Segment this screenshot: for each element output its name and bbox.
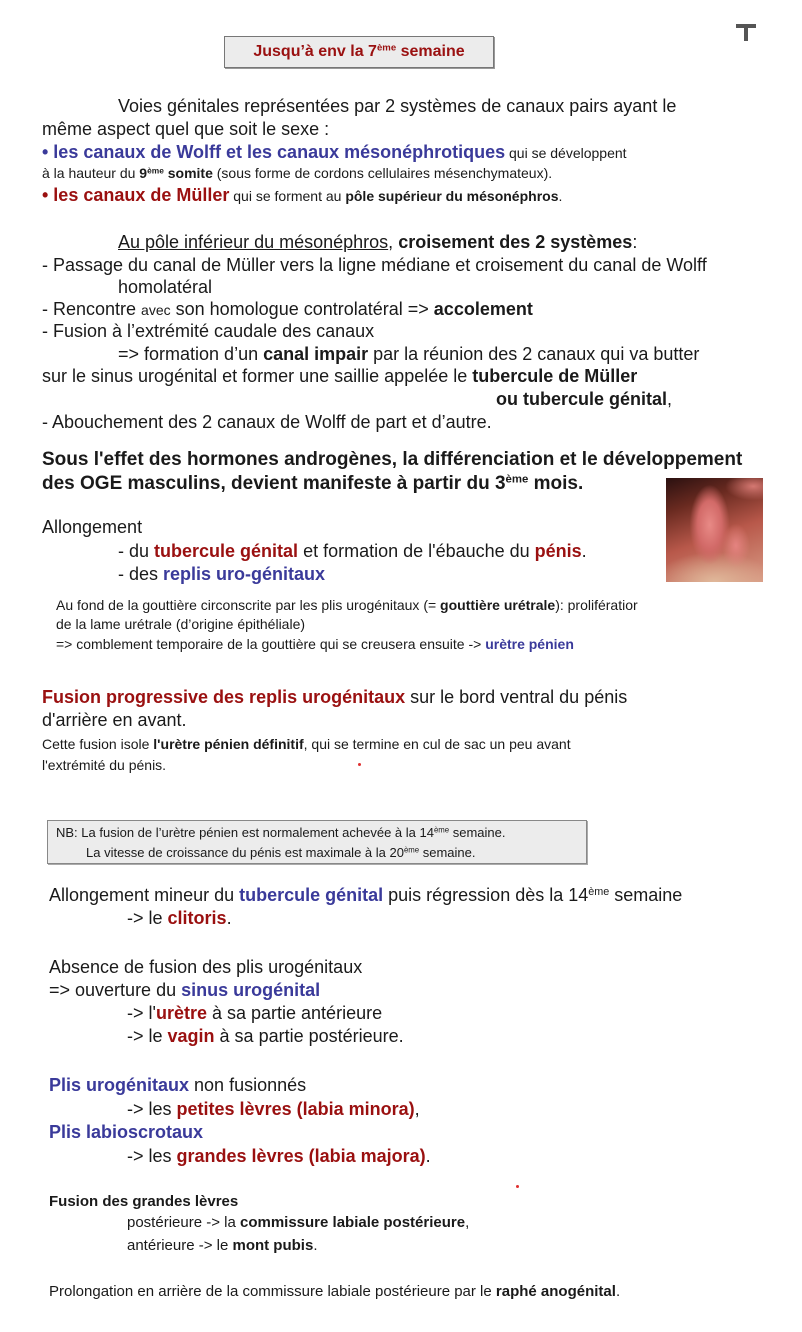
crossing-heading: Au pôle inférieur du mésonéphros, croisement des 2 systèmes:	[118, 232, 638, 252]
plis-labioscrotaux-line: Plis labioscrotaux	[49, 1122, 204, 1142]
crossing-item-4: - Abouchement des 2 canaux de Wolff de part et d’autre.	[42, 412, 492, 432]
section-title-box	[224, 36, 494, 68]
stray-dot-marker	[358, 763, 361, 766]
allongement-item-2: - des replis uro-génitaux	[118, 564, 326, 584]
crossing-item-3-line-4: ou tubercule génital,	[496, 389, 673, 409]
stray-dot-marker-2	[516, 1185, 519, 1188]
mont-pubis-line: antérieure -> le mont pubis.	[127, 1237, 318, 1254]
crossing-item-1-cont: homolatéral	[118, 277, 213, 297]
nb-line-1: NB: La fusion de l’urètre pénien est normalement achevée à la 14ème semaine.	[56, 825, 506, 840]
nb-note-box	[47, 820, 587, 864]
t-mark-icon	[736, 24, 756, 42]
sinus-line: => ouverture du sinus urogénital	[49, 980, 321, 1000]
gutter-line-2: de la lame urétrale (d’origine épithéliale)	[56, 616, 306, 632]
allongement-item-1: - du tubercule génital et formation de l'ébauche du pénis.	[118, 541, 587, 561]
absence-line: Absence de fusion des plis urogénitaux	[49, 957, 363, 977]
intro-line-1: Voies génitales représentées par 2 systèmes de canaux pairs ayant le	[118, 96, 677, 116]
intro-line-2: même aspect quel que soit le sexe :	[42, 119, 330, 139]
embryo-photo	[666, 478, 763, 582]
allongement-label: Allongement	[42, 517, 143, 537]
vagina-line: -> le vagin à sa partie postérieure.	[127, 1026, 404, 1046]
isolate-line-2: l'extrémité du pénis.	[42, 757, 167, 773]
section-title: Jusqu’à env la 7ème semaine	[253, 42, 465, 60]
crossing-item-2: - Rencontre avec son homologue controlatéral => accolement	[42, 299, 533, 319]
fusion-grandes-levres-heading: Fusion des grandes lèvres	[49, 1193, 239, 1210]
commissure-line: postérieure -> la commissure labiale postérieure,	[127, 1214, 470, 1231]
fusion-line-1: Fusion progressive des replis urogénitaux sur le bord ventral du pénis	[42, 687, 628, 707]
clitoris-line-1: Allongement mineur du tubercule génital puis régression dès la 14ème semaine	[49, 885, 683, 905]
gutter-line-1: Au fond de la gouttière circonscrite par les plis urogénitaux (= gouttière urétrale): prolifératior	[56, 597, 638, 613]
urethra-line: -> l'urètre à sa partie antérieure	[127, 1003, 383, 1023]
raphe-line: Prolongation en arrière de la commissure labiale postérieure par le raphé anogénital.	[49, 1283, 621, 1300]
crossing-item-1: - Passage du canal de Müller vers la ligne médiane et croisement du canal de Wolff	[42, 255, 707, 275]
bullet-muller: • les canaux de Müller qui se forment au pôle supérieur du mésonéphros.	[42, 185, 563, 205]
gutter-line-3: => comblement temporaire de la gouttière qui se creusera ensuite -> urètre pénien	[56, 636, 574, 652]
labia-majora-line: -> les grandes lèvres (labia majora).	[127, 1146, 431, 1166]
bullet-wolff: • les canaux de Wolff et les canaux mésonéphrotiques qui se développent	[42, 142, 627, 162]
fusion-line-2: d'arrière en avant.	[42, 710, 187, 730]
crossing-item-3-sub: => formation d’un canal impair par la réunion des 2 canaux qui va butter	[118, 344, 700, 364]
clitoris-line-2: -> le clitoris.	[127, 908, 232, 928]
bullet-wolff-line-2: à la hauteur du 9ème somite (sous forme de cordons cellulaires mésenchymateux).	[42, 165, 553, 181]
male-heading-line-2: des OGE masculins, devient manifeste à partir du 3ème mois.	[42, 473, 584, 494]
male-heading-line-1: Sous l'effet des hormones androgènes, la différenciation et le développement	[42, 449, 743, 470]
plis-urogenitaux-line: Plis urogénitaux non fusionnés	[49, 1075, 307, 1095]
nb-line-2: La vitesse de croissance du pénis est maximale à la 20ème semaine.	[86, 845, 476, 860]
crossing-item-3: - Fusion à l’extrémité caudale des canaux	[42, 321, 375, 341]
isolate-line-1: Cette fusion isole l'urètre pénien définitif, qui se termine en cul de sac un peu avant	[42, 736, 571, 752]
crossing-item-3-line-3: sur le sinus urogénital et former une saillie appelée le tubercule de Müller	[42, 366, 638, 386]
labia-minora-line: -> les petites lèvres (labia minora),	[127, 1099, 420, 1119]
